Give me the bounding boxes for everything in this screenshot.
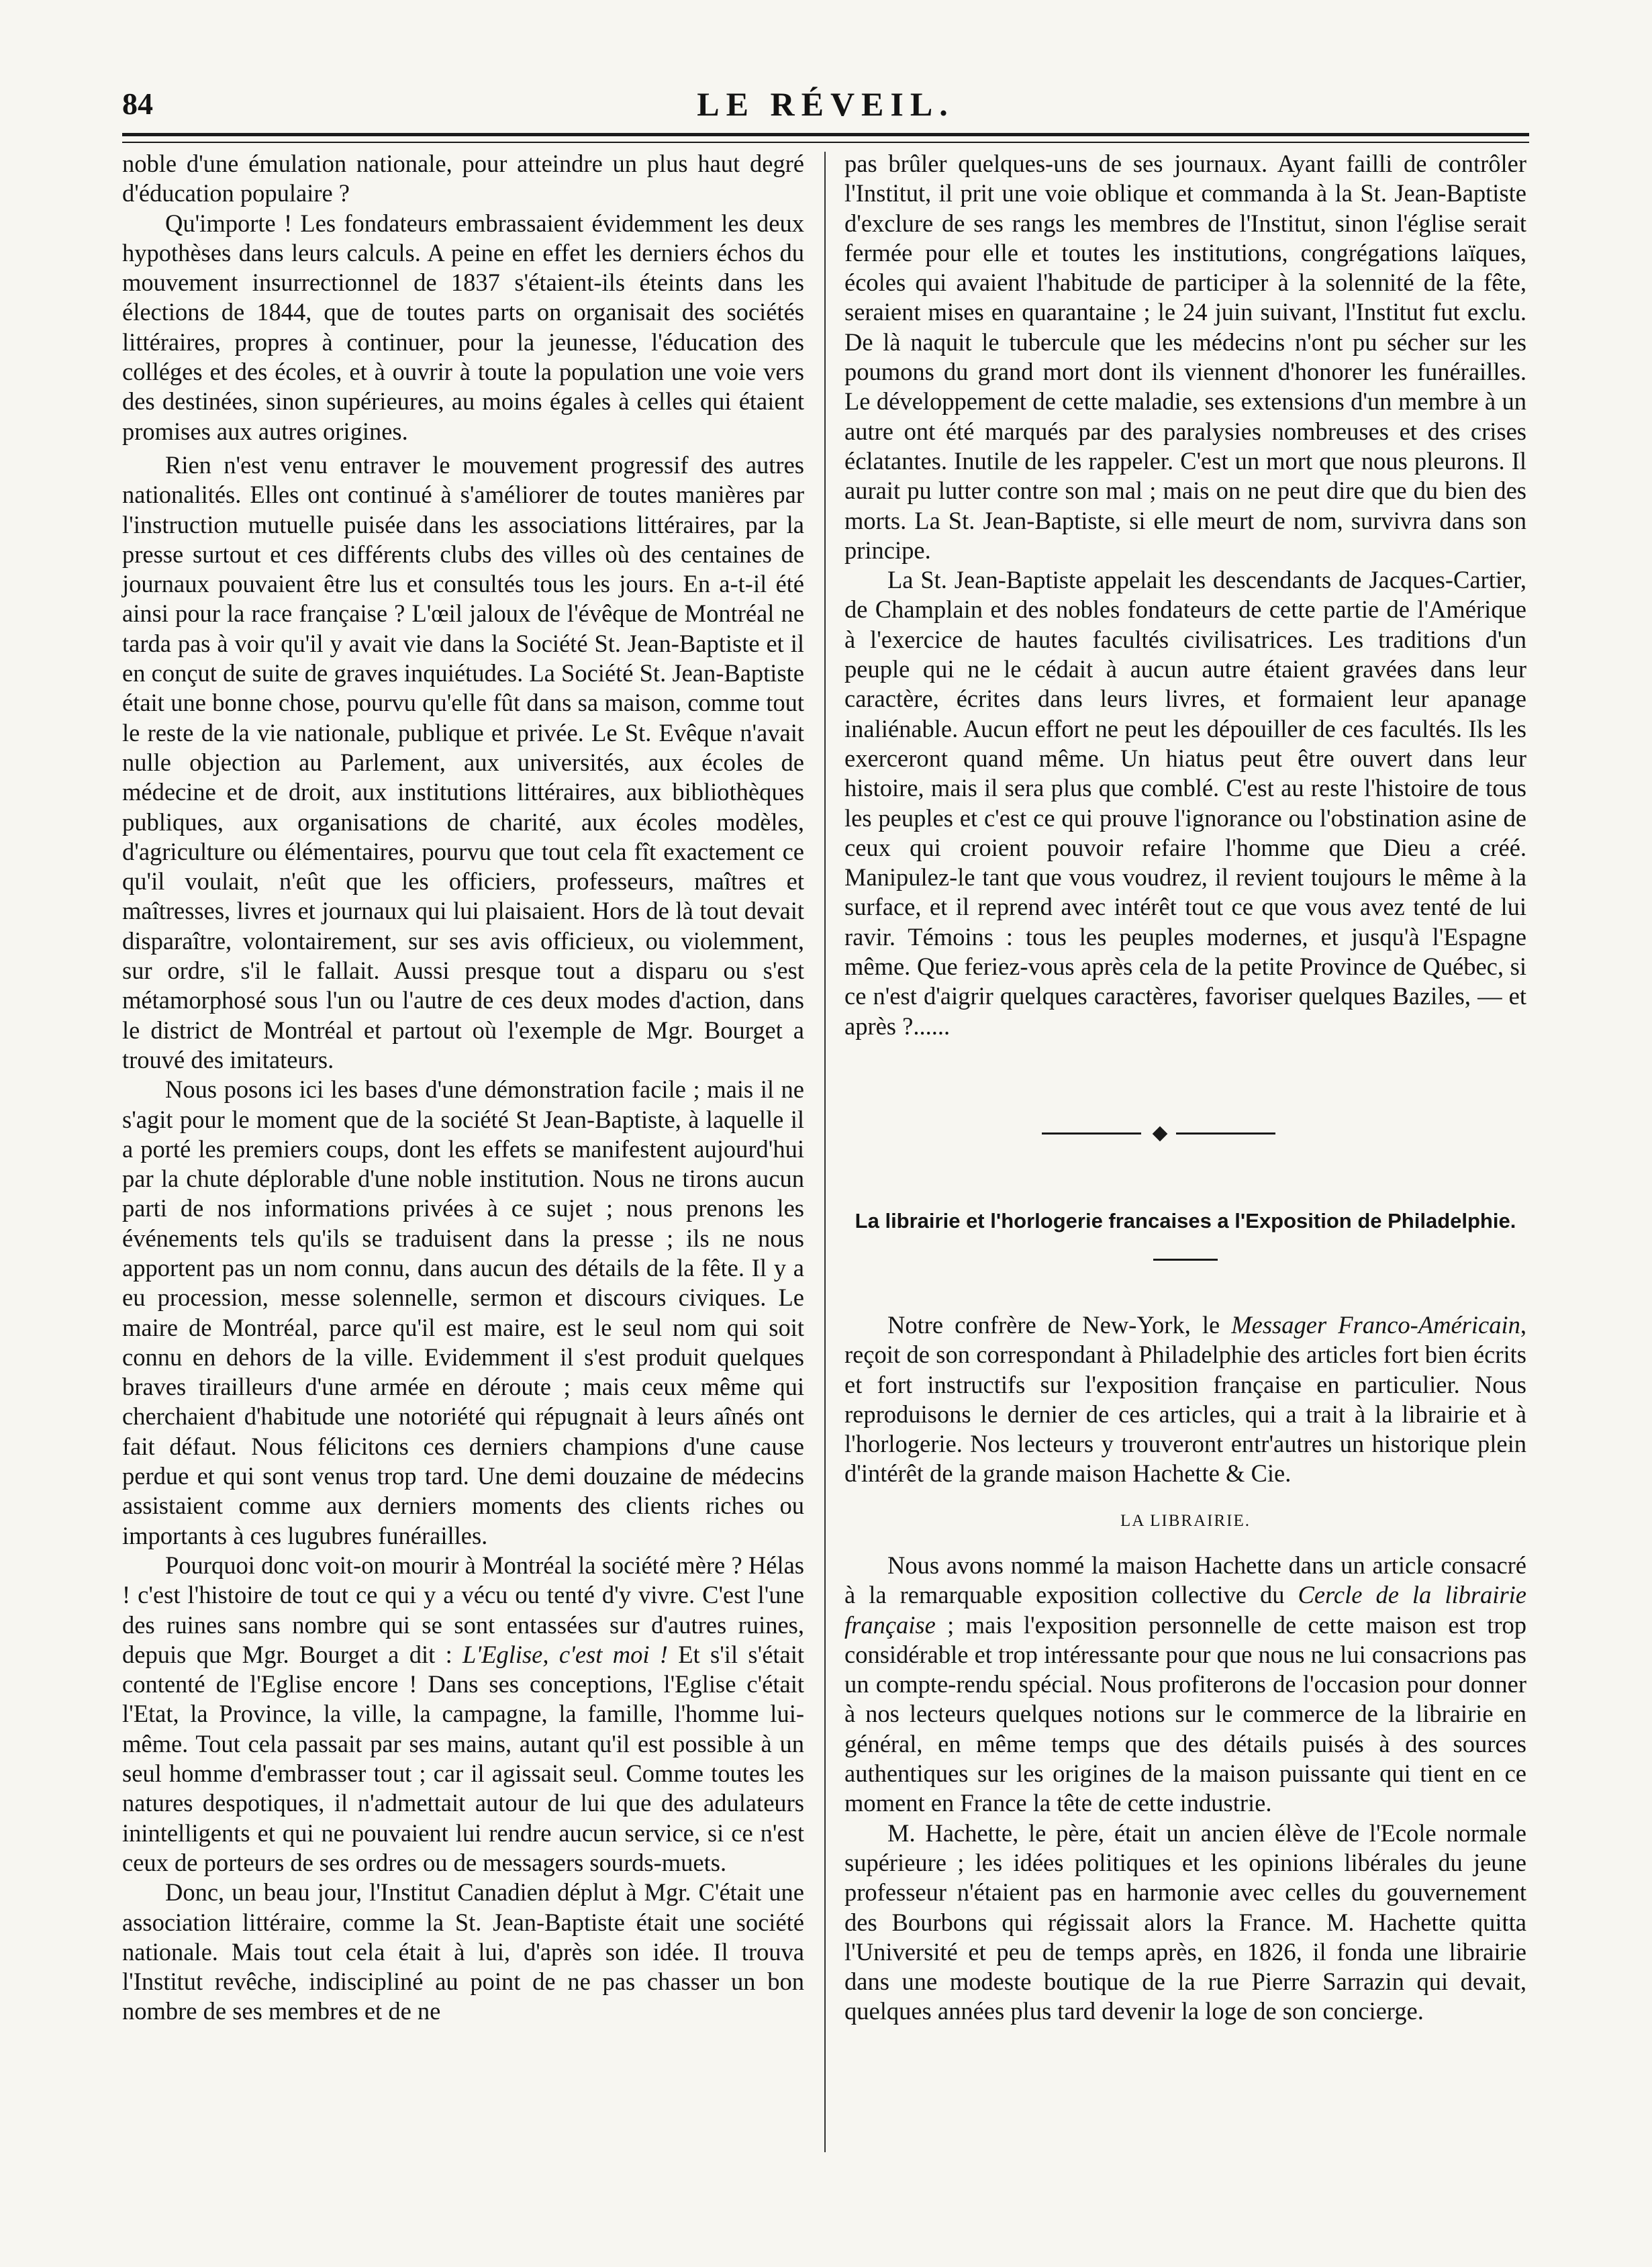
page-number: 84 [122, 87, 153, 121]
paragraph: Qu'importe ! Les fondateurs embrassaient évidemment les deux hypothèses dans leurs calculs. A peine en effet les derniers échos du mouvement insurrectionnel de 1837 s'étaient-ils éteints dans les élections de 1844, que de toutes parts on organisait des sociétés littéraires, propres à continuer, pour la jeunesse, l'éducation des colléges et des écoles, et à ouvrir à toute la population une voie vers des destinées, sinon supérieures, au moins égales à celles qui étaient promises aux autres origines. [122, 209, 804, 445]
paragraph-text: Nous avons nommé la maison Hachette dans un article consacré à la remarquable exposition collective du [844, 1551, 1526, 1609]
journal-name: Messager Franco-Américain [1231, 1310, 1520, 1339]
paragraph-text: Pourquoi donc voit-on mourir à Montréal la société mère ? Hélas ! c'est l'histoire de tout ce qui y a vécu ou tenté d'y vivre. C'est l'une des ruines sans nombre qui se sont entassées sur d'autres ruines, depuis que Mgr. Bourget a dit : [122, 1551, 804, 1668]
article-intro [844, 1310, 1526, 1489]
intro-text: Notre confrère de New-York, le [887, 1310, 1232, 1339]
article-subheading: LA LIBRAIRIE. [1120, 1511, 1251, 1530]
ornamental-separator [844, 1120, 1526, 1147]
paragraph: La St. Jean-Baptiste appelait les descendants de Jacques-Cartier, de Champlain et des nobles fondateurs de cette partie de l'Amérique à l'exercice de hautes facultés civilisatrices. Les traditions d'un peuple qui ne le cédait à aucun autre étaient gravées dans leur caractère, écrites dans leurs livres, et formaient leur apanage inaliénable. Aucun effort ne peut les dépouiller de ces facultés. Ils les exerceront quand même. Un hiatus peut être ouvert dans leur histoire, mais il sera plus que comblé. C'est au reste l'histoire de tous les peuples et c'est ce qui prouve l'ignorance ou l'obstination asine de ceux qui croient pouvoir refaire l'homme que Dieu a créé. Manipulez-le tant que vous voudrez, il revient toujours le même à la surface, et il reprend avec intérêt tout ce que vous avez tenté de lui ravir. Témoins : tous les peuples modernes, et jusqu'à l'Espagne même. Que feriez-vous après cela de la petite Province de Québec, si ce n'est d'aigrir quelques caractères, favoriser quelques Baziles, — et après ?...... [844, 566, 1526, 1040]
paragraph-text: ; mais l'exposition personnelle de cette maison est trop considérable et trop intéressante pour que nous ne lui consacrions pas un compte-rendu spécial. Nous profiterons de l'occasion pour donner à nos lecteurs quelques notions sur le commerce de la librairie en général, en même temps que des détails puisés à des sources authentiques sur les origines de la maison puissante qui tient en ce moment en France la tête de cette industrie. [844, 1610, 1526, 1817]
paragraph-text: Et s'il s'était contenté de l'Eglise encore ! Dans ses conceptions, l'Eglise c'était l'Etat, la Province, la ville, la campagne, la famille, l'homme lui-même. Tout cela passait par ses mains, autant qu'il est possible à un seul homme d'embrasser tout ; car il agissait seul. Comme toutes les natures despotiques, il n'admettait autour de lui que des adulateurs inintelligents et qui ne pouvaient lui rendre aucun service, si ce n'est ceux de porteurs de ses ordres ou de messagers sourds-muets. [122, 1640, 805, 1876]
paragraph: M. Hachette, le père, était un ancien élève de l'Ecole normale supérieure ; les idées politiques et les opinions libérales du jeune professeur n'étaient pas en harmonie avec celles du gouvernement des Bourbons qui régissait alors la France. M. Hachette quitta l'Université et peu de temps après, en 1826, il fonda une librairie dans une modeste boutique de la rue Pierre Sarrazin qui devait, quelques années plus tard devenir la loge de son concierge. [844, 1819, 1526, 2025]
short-rule [1153, 1259, 1218, 1261]
paragraph: Donc, un beau jour, l'Institut Canadien déplut à Mgr. C'était une association littéraire, comme la St. Jean-Baptiste était une société nationale. Mais tout cela était à lui, d'après son idée. Il trouva l'Institut revêche, indiscipliné au point de ne pas chasser un bon nombre de ses membres et de ne [122, 1878, 804, 2025]
intro-text: , reçoit de son correspondant à Philadelphie des articles fort bien écrits et fort instructifs sur l'exposition française en particulier. Nous reproduisons le dernier de ces articles, qui a trait à la librairie et à l'horlogerie. Nos lecteurs y trouveront entr'autres un historique plein d'intérêt de la grande maison Hachette & Cie. [844, 1310, 1526, 1488]
left-column [122, 149, 804, 2156]
journal-title: LE RÉVEIL. [697, 85, 955, 123]
column-divider [824, 152, 826, 2152]
paragraph: Nous posons ici les bases d'une démonstration facile ; mais il ne s'agit pour le moment que de la société St Jean-Baptiste, à laquelle il a porté les premiers coups, dont les effets se manifestent aujourd'hui par la chute déplorable d'une noble institution. Nous ne tirons aucun parti de nos informations privées à ce sujet ; nous prenons les événements tels qu'ils se traduisent dans la presse ; ils ne nous apportent pas un nom connu, dans aucun des détails de la fête. Il y a eu procession, messe solennelle, sermon et discours civiques. Le maire de Montréal, parce qu'il est maire, est le seul nom qui soit connu en dehors de la ville. Evidemment il s'est produit quelques braves tirailleurs d'une armée en déroute ; mais ceux même qui cherchaient d'habitude une notoriété qui répugnait à leurs aînés ont fait défaut. Nous félicitons ces derniers champions d'une cause perdue et qui sont venus trop tard. Une demi douzaine de médecins assistaient comme aux derniers moments des clients riches ou importants à ces lugubres funérailles. [122, 1075, 804, 1549]
paragraph [122, 1551, 804, 1878]
paragraph: pas brûler quelques-uns de ses journaux. Ayant failli de contrôler l'Institut, il prit une voie oblique et commanda à la St. Jean-Baptiste d'exclure de ses rangs les membres de l'Institut, sinon l'église serait fermée pour elle et toutes les institutions, congrégations laïques, écoles qui avaient l'habitude de participer à la solennité de la fête, seraient mises en quarantaine ; le 24 juin suivant, l'Institut fut exclu. De là naquit le tubercule que les médecins n'ont pu sécher sur les poumons du grand mort dont ils viennent d'honorer les funérailles. Le développement de cette maladie, ses extensions d'un membre à un autre ont été marqués par des paralysies nombreuses et des crises éclatantes. Inutile de les rappeler. C'est un mort que nous pleurons. Il aurait pu lutter contre son mal ; mais on ne peut dire que du bien des morts. La St. Jean-Baptiste, si elle meurt de nom, survivra dans son principe. [844, 150, 1526, 564]
paragraph: Rien n'est venu entraver le mouvement progressif des autres nationalités. Elles ont continué à s'améliorer de toutes manières par l'instruction mutuelle puisée dans les associations littéraires, par la presse surtout et ces différents clubs des villes où des centaines de journaux pouvaient être lus et consultés tous les jours. En a-t-il été ainsi pour la race française ? L'œil jaloux de l'évêque de Montréal ne tarda pas à voir qu'il y avait vie dans la Société St. Jean-Baptiste et il en conçut de suite de graves inquiétudes. La Société St. Jean-Baptiste était une bonne chose, pourvu qu'elle fût dans sa maison, comme tout le reste de la vie nationale, publique et privée. Le St. Evêque n'avait nulle objection au Parlement, aux universités, aux écoles de médecine et de droit, aux institutions littéraires, aux bibliothèques publiques, aux organisations de charité, aux écoles modèles, d'agriculture ou élémentaires, pourvu que tout cela fît exactement ce qu'il voulait, n'eût que les officiers, professeurs, maîtres et maîtresses, livres et journaux qui lui plaisaient. Hors de là tout devait disparaître, volontairement, sur ses avis officieux, ou violemment, sur ordre, s'il le fallait. Aussi presque tout a disparu ou s'est métamorphosé sous l'un ou l'autre de ces deux modes d'action, dans le district de Montréal et partout où l'exemple de Mgr. Bourget a trouvé des imitateurs. [122, 450, 804, 1073]
running-head [122, 82, 1529, 129]
paragraph [844, 1551, 1526, 1819]
italic-quote: L'Eglise, c'est moi ! [463, 1640, 668, 1668]
right-column [844, 149, 1526, 2156]
italic-title: Cercle de la librairie française [844, 1581, 1526, 1639]
header-rule-thin [122, 142, 1529, 143]
header-rule-thick [122, 133, 1529, 136]
paragraph: noble d'une émulation nationale, pour atteindre un plus haut degré d'éducation populaire ? [122, 150, 804, 207]
article-heading: La librairie et l'horlogerie francaises a l'Exposition de Philadelphie. [855, 1208, 1516, 1233]
